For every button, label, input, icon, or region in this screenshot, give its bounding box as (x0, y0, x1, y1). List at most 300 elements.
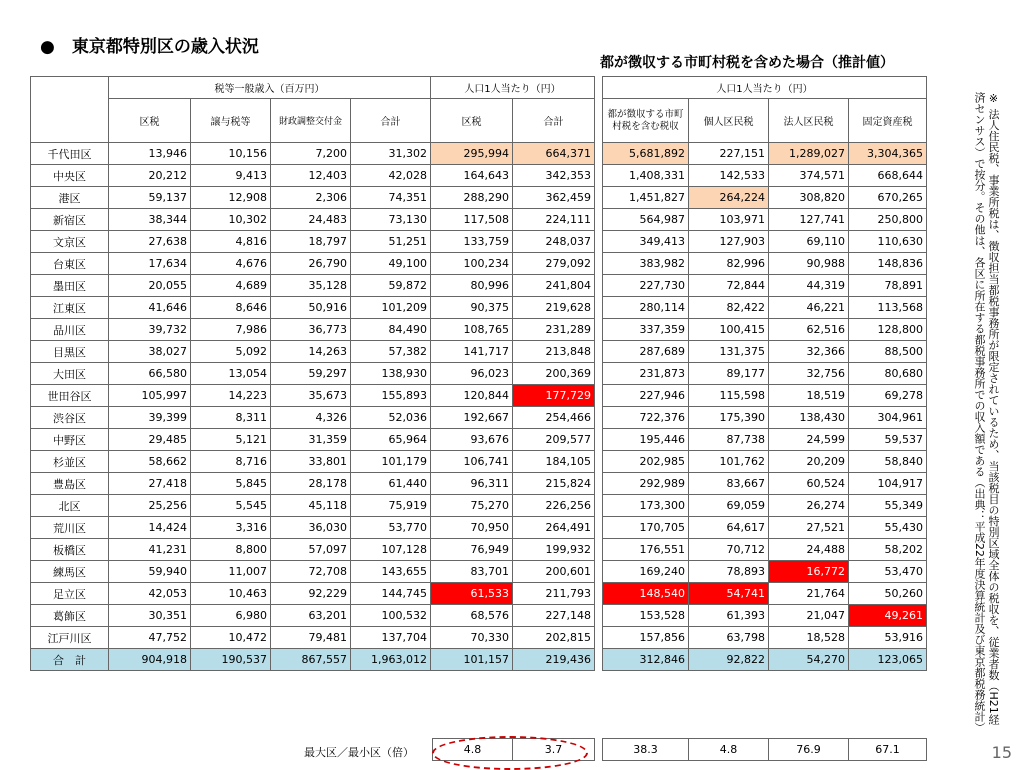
table-cell: 11,007 (191, 561, 271, 583)
table-row (31, 187, 595, 209)
table-cell: 28,178 (271, 473, 351, 495)
table-cell: 24,483 (271, 209, 351, 231)
table-cell: 295,994 (431, 143, 513, 165)
table-cell: 195,446 (603, 429, 689, 451)
ward-name: 杉並区 (31, 451, 109, 473)
table-cell: 100,234 (431, 253, 513, 275)
table-cell: 264,224 (689, 187, 769, 209)
table-cell: 73,130 (351, 209, 431, 231)
table-cell: 248,037 (513, 231, 595, 253)
table-cell: 39,399 (109, 407, 191, 429)
table-cell: 131,375 (689, 341, 769, 363)
table-cell: 5,092 (191, 341, 271, 363)
table-cell: 8,800 (191, 539, 271, 561)
table-row (31, 143, 595, 165)
table-cell: 14,223 (191, 385, 271, 407)
col-header: 合計 (513, 99, 595, 143)
table-cell: 59,872 (351, 275, 431, 297)
table-cell: 184,105 (513, 451, 595, 473)
table-cell: 20,212 (109, 165, 191, 187)
total-cell: 1,963,012 (351, 649, 431, 671)
table-cell: 24,488 (769, 539, 849, 561)
table-cell: 78,893 (689, 561, 769, 583)
table-cell: 3,316 (191, 517, 271, 539)
table-cell: 106,741 (431, 451, 513, 473)
table-cell: 63,201 (271, 605, 351, 627)
table-cell: 192,667 (431, 407, 513, 429)
table-cell: 292,989 (603, 473, 689, 495)
total-label: 合 計 (31, 649, 109, 671)
table-cell: 70,712 (689, 539, 769, 561)
table-cell: 264,491 (513, 517, 595, 539)
table-cell: 101,209 (351, 297, 431, 319)
table-cell: 8,311 (191, 407, 271, 429)
header-group-percapita-right: 人口1人当たり（円） (603, 77, 927, 99)
left-revenue-table (30, 76, 595, 671)
table-row (603, 561, 927, 583)
table-cell: 288,290 (431, 187, 513, 209)
table-cell: 83,701 (431, 561, 513, 583)
table-cell: 88,500 (849, 341, 927, 363)
table-cell: 342,353 (513, 165, 595, 187)
table-cell: 337,359 (603, 319, 689, 341)
table-cell: 41,646 (109, 297, 191, 319)
table-cell: 200,601 (513, 561, 595, 583)
table-cell: 55,430 (849, 517, 927, 539)
table-cell: 250,800 (849, 209, 927, 231)
table-cell: 27,521 (769, 517, 849, 539)
table-cell: 96,311 (431, 473, 513, 495)
table-cell: 31,302 (351, 143, 431, 165)
table-cell: 148,836 (849, 253, 927, 275)
ward-name: 品川区 (31, 319, 109, 341)
table-cell: 49,100 (351, 253, 431, 275)
table-row (603, 209, 927, 231)
table-cell: 20,209 (769, 451, 849, 473)
table-cell: 44,319 (769, 275, 849, 297)
table-cell: 18,528 (769, 627, 849, 649)
table-cell: 120,844 (431, 385, 513, 407)
table-cell: 53,770 (351, 517, 431, 539)
table-cell: 16,772 (769, 561, 849, 583)
table-row (603, 605, 927, 627)
table-cell: 227,946 (603, 385, 689, 407)
table-cell: 27,638 (109, 231, 191, 253)
table-cell: 144,745 (351, 583, 431, 605)
ratio-value: 4.8 (433, 739, 513, 761)
table-cell: 17,634 (109, 253, 191, 275)
table-row (603, 143, 927, 165)
corner-cell (31, 77, 109, 143)
table-cell: 58,202 (849, 539, 927, 561)
ward-name: 荒川区 (31, 517, 109, 539)
table-cell: 722,376 (603, 407, 689, 429)
table-cell: 72,844 (689, 275, 769, 297)
table-cell: 89,177 (689, 363, 769, 385)
table-cell: 12,403 (271, 165, 351, 187)
table-cell: 199,932 (513, 539, 595, 561)
table-cell: 164,643 (431, 165, 513, 187)
ratio-value: 76.9 (769, 739, 849, 761)
table-cell: 153,528 (603, 605, 689, 627)
table-row (603, 473, 927, 495)
table-cell: 148,540 (603, 583, 689, 605)
table-cell: 279,092 (513, 253, 595, 275)
table-row (31, 473, 595, 495)
table-cell: 80,996 (431, 275, 513, 297)
table-cell: 90,375 (431, 297, 513, 319)
table-row (603, 319, 927, 341)
page-number: 15 (991, 743, 1012, 762)
ward-name: 江戸川区 (31, 627, 109, 649)
ward-name: 渋谷区 (31, 407, 109, 429)
table-cell: 35,673 (271, 385, 351, 407)
table-row (603, 341, 927, 363)
table-cell: 38,344 (109, 209, 191, 231)
table-row (31, 495, 595, 517)
table-cell: 32,366 (769, 341, 849, 363)
table-cell: 1,289,027 (769, 143, 849, 165)
table-cell: 51,251 (351, 231, 431, 253)
ward-name: 台東区 (31, 253, 109, 275)
table-cell: 105,997 (109, 385, 191, 407)
table-row (603, 165, 927, 187)
table-cell: 39,732 (109, 319, 191, 341)
table-cell: 142,533 (689, 165, 769, 187)
table-cell: 104,917 (849, 473, 927, 495)
table-cell: 92,229 (271, 583, 351, 605)
col-header: 合計 (351, 99, 431, 143)
table-row (603, 385, 927, 407)
col-header: 区税 (431, 99, 513, 143)
table-cell: 231,873 (603, 363, 689, 385)
table-cell: 383,982 (603, 253, 689, 275)
table-cell: 14,263 (271, 341, 351, 363)
table-cell: 141,717 (431, 341, 513, 363)
table-row (31, 385, 595, 407)
table-row (603, 539, 927, 561)
table-cell: 304,961 (849, 407, 927, 429)
table-cell: 59,297 (271, 363, 351, 385)
table-row (31, 231, 595, 253)
total-cell: 904,918 (109, 649, 191, 671)
table-cell: 127,741 (769, 209, 849, 231)
ward-name: 足立区 (31, 583, 109, 605)
table-cell: 41,231 (109, 539, 191, 561)
table-cell: 103,971 (689, 209, 769, 231)
table-cell: 25,256 (109, 495, 191, 517)
table-cell: 115,598 (689, 385, 769, 407)
table-cell: 33,801 (271, 451, 351, 473)
table-row (31, 583, 595, 605)
total-cell: 219,436 (513, 649, 595, 671)
table-cell: 12,908 (191, 187, 271, 209)
table-cell: 50,260 (849, 583, 927, 605)
table-cell: 169,240 (603, 561, 689, 583)
table-row (31, 561, 595, 583)
ward-name: 北区 (31, 495, 109, 517)
table-cell: 215,824 (513, 473, 595, 495)
table-cell: 100,415 (689, 319, 769, 341)
table-cell: 10,302 (191, 209, 271, 231)
table-cell: 113,568 (849, 297, 927, 319)
table-cell: 82,422 (689, 297, 769, 319)
table-cell: 101,179 (351, 451, 431, 473)
table-cell: 209,577 (513, 429, 595, 451)
table-cell: 32,756 (769, 363, 849, 385)
table-cell: 18,797 (271, 231, 351, 253)
table-cell: 227,730 (603, 275, 689, 297)
table-cell: 4,676 (191, 253, 271, 275)
table-cell: 27,418 (109, 473, 191, 495)
table-cell: 219,628 (513, 297, 595, 319)
table-cell: 137,704 (351, 627, 431, 649)
table-cell: 69,059 (689, 495, 769, 517)
total-cell: 190,537 (191, 649, 271, 671)
table-row (31, 605, 595, 627)
table-row (603, 253, 927, 275)
table-cell: 1,451,827 (603, 187, 689, 209)
table-row (31, 319, 595, 341)
header-group-percapita: 人口1人当たり（円） (431, 77, 595, 99)
table-cell: 287,689 (603, 341, 689, 363)
table-cell: 362,459 (513, 187, 595, 209)
table-cell: 64,617 (689, 517, 769, 539)
table-row (603, 407, 927, 429)
table-cell: 57,097 (271, 539, 351, 561)
ward-name: 文京区 (31, 231, 109, 253)
ward-name: 中央区 (31, 165, 109, 187)
table-cell: 224,111 (513, 209, 595, 231)
table-cell: 157,856 (603, 627, 689, 649)
table-cell: 74,351 (351, 187, 431, 209)
table-cell: 24,599 (769, 429, 849, 451)
table-cell: 59,940 (109, 561, 191, 583)
table-cell: 53,916 (849, 627, 927, 649)
table-cell: 170,705 (603, 517, 689, 539)
table-cell: 138,930 (351, 363, 431, 385)
ward-name: 江東区 (31, 297, 109, 319)
table-cell: 2,306 (271, 187, 351, 209)
total-cell: 92,822 (689, 649, 769, 671)
ward-name: 葛飾区 (31, 605, 109, 627)
table-cell: 14,424 (109, 517, 191, 539)
table-cell: 4,816 (191, 231, 271, 253)
table-cell: 60,524 (769, 473, 849, 495)
table-cell: 80,680 (849, 363, 927, 385)
table-cell: 63,798 (689, 627, 769, 649)
table-cell: 70,950 (431, 517, 513, 539)
table-row (603, 495, 927, 517)
ward-name: 豊島区 (31, 473, 109, 495)
table-row (31, 209, 595, 231)
table-cell: 127,903 (689, 231, 769, 253)
table-cell: 21,764 (769, 583, 849, 605)
table-cell: 128,800 (849, 319, 927, 341)
table-cell: 59,537 (849, 429, 927, 451)
table-cell: 66,580 (109, 363, 191, 385)
table-cell: 133,759 (431, 231, 513, 253)
table-cell: 26,274 (769, 495, 849, 517)
table-cell: 49,261 (849, 605, 927, 627)
table-cell: 87,738 (689, 429, 769, 451)
table-cell: 65,964 (351, 429, 431, 451)
table-cell: 42,053 (109, 583, 191, 605)
table-cell: 13,054 (191, 363, 271, 385)
table-cell: 349,413 (603, 231, 689, 253)
total-row (31, 649, 595, 671)
table-row (603, 451, 927, 473)
table-cell: 18,519 (769, 385, 849, 407)
table-cell: 69,278 (849, 385, 927, 407)
table-row (31, 539, 595, 561)
table-cell: 83,667 (689, 473, 769, 495)
table-cell: 10,463 (191, 583, 271, 605)
table-cell: 46,221 (769, 297, 849, 319)
table-cell: 53,470 (849, 561, 927, 583)
ratio-value: 67.1 (849, 739, 927, 761)
table-cell: 70,330 (431, 627, 513, 649)
table-cell: 308,820 (769, 187, 849, 209)
table-cell: 8,646 (191, 297, 271, 319)
footnote: ※ 法人住民税、事業所税は、徴収担当都税事務所が限定されているため、当該税目の特別区域全体の税収を、従業者数（H21経済センサス）で按分。その他は、各区に所在する都税事務所での収入額である（出典：平成22年度決算統計及び東京都税務統計） (973, 92, 1000, 733)
table-row (603, 275, 927, 297)
table-cell: 42,028 (351, 165, 431, 187)
table-cell: 7,200 (271, 143, 351, 165)
ratio-value: 3.7 (513, 739, 595, 761)
table-row (31, 407, 595, 429)
col-header: 都が徴収する市町村税を含む税収 (603, 99, 689, 143)
total-cell: 867,557 (271, 649, 351, 671)
table-cell: 13,946 (109, 143, 191, 165)
table-cell: 45,118 (271, 495, 351, 517)
table-cell: 374,571 (769, 165, 849, 187)
table-cell: 58,662 (109, 451, 191, 473)
table-cell: 57,382 (351, 341, 431, 363)
table-cell: 58,840 (849, 451, 927, 473)
col-header: 固定資産税 (849, 99, 927, 143)
table-cell: 213,848 (513, 341, 595, 363)
table-cell: 241,804 (513, 275, 595, 297)
table-row (31, 297, 595, 319)
table-cell: 231,289 (513, 319, 595, 341)
ratio-value: 38.3 (603, 739, 689, 761)
highlight-oval (432, 736, 588, 770)
table-cell: 36,030 (271, 517, 351, 539)
table-cell: 110,630 (849, 231, 927, 253)
right-revenue-table (602, 76, 927, 671)
table-cell: 78,891 (849, 275, 927, 297)
table-cell: 52,036 (351, 407, 431, 429)
table-cell: 202,985 (603, 451, 689, 473)
table-cell: 108,765 (431, 319, 513, 341)
ratio-label: 最大区／最小区（倍） (304, 746, 414, 759)
table-cell: 227,148 (513, 605, 595, 627)
col-header: 財政調整交付金 (271, 99, 351, 143)
table-cell: 143,655 (351, 561, 431, 583)
table-cell: 76,949 (431, 539, 513, 561)
table-cell: 21,047 (769, 605, 849, 627)
table-cell: 30,351 (109, 605, 191, 627)
table-cell: 10,156 (191, 143, 271, 165)
table-cell: 5,121 (191, 429, 271, 451)
table-cell: 50,916 (271, 297, 351, 319)
col-header: 区税 (109, 99, 191, 143)
table-cell: 280,114 (603, 297, 689, 319)
table-cell: 226,256 (513, 495, 595, 517)
table-cell: 1,408,331 (603, 165, 689, 187)
ward-name: 中野区 (31, 429, 109, 451)
table-cell: 5,545 (191, 495, 271, 517)
ward-name: 大田区 (31, 363, 109, 385)
table-row (603, 363, 927, 385)
ward-name: 練馬区 (31, 561, 109, 583)
col-header: 譲与税等 (191, 99, 271, 143)
ward-name: 墨田区 (31, 275, 109, 297)
table-cell: 155,893 (351, 385, 431, 407)
table-cell: 69,110 (769, 231, 849, 253)
ward-name: 世田谷区 (31, 385, 109, 407)
table-cell: 38,027 (109, 341, 191, 363)
table-cell: 4,326 (271, 407, 351, 429)
table-row (31, 165, 595, 187)
table-row (31, 363, 595, 385)
table-cell: 200,369 (513, 363, 595, 385)
table-row (603, 187, 927, 209)
table-cell: 61,533 (431, 583, 513, 605)
page-subtitle: 都が徴収する市町村税を含めた場合（推計値） (600, 55, 894, 71)
table-cell: 8,716 (191, 451, 271, 473)
total-cell: 312,846 (603, 649, 689, 671)
table-cell: 61,440 (351, 473, 431, 495)
table-cell: 175,390 (689, 407, 769, 429)
table-cell: 227,151 (689, 143, 769, 165)
table-cell: 35,128 (271, 275, 351, 297)
table-row (31, 275, 595, 297)
table-cell: 176,551 (603, 539, 689, 561)
table-cell: 79,481 (271, 627, 351, 649)
table-cell: 100,532 (351, 605, 431, 627)
table-cell: 90,988 (769, 253, 849, 275)
total-cell: 123,065 (849, 649, 927, 671)
table-cell: 36,773 (271, 319, 351, 341)
total-cell: 54,270 (769, 649, 849, 671)
table-row (603, 297, 927, 319)
ward-name: 新宿区 (31, 209, 109, 231)
ward-name: 目黒区 (31, 341, 109, 363)
table-cell: 93,676 (431, 429, 513, 451)
table-cell: 138,430 (769, 407, 849, 429)
table-row (603, 231, 927, 253)
table-cell: 61,393 (689, 605, 769, 627)
table-cell: 7,986 (191, 319, 271, 341)
table-cell: 10,472 (191, 627, 271, 649)
table-row (31, 429, 595, 451)
table-cell: 564,987 (603, 209, 689, 231)
table-cell: 82,996 (689, 253, 769, 275)
table-row (603, 583, 927, 605)
ratio-value: 4.8 (689, 739, 769, 761)
ward-name: 千代田区 (31, 143, 109, 165)
page-title: ● 東京都特別区の歳入状況 (40, 37, 259, 57)
table-cell: 5,845 (191, 473, 271, 495)
header-group-general: 税等一般歳入（百万円） (109, 77, 431, 99)
table-cell: 29,485 (109, 429, 191, 451)
table-cell: 75,919 (351, 495, 431, 517)
ward-name: 板橋区 (31, 539, 109, 561)
table-cell: 75,270 (431, 495, 513, 517)
table-cell: 117,508 (431, 209, 513, 231)
